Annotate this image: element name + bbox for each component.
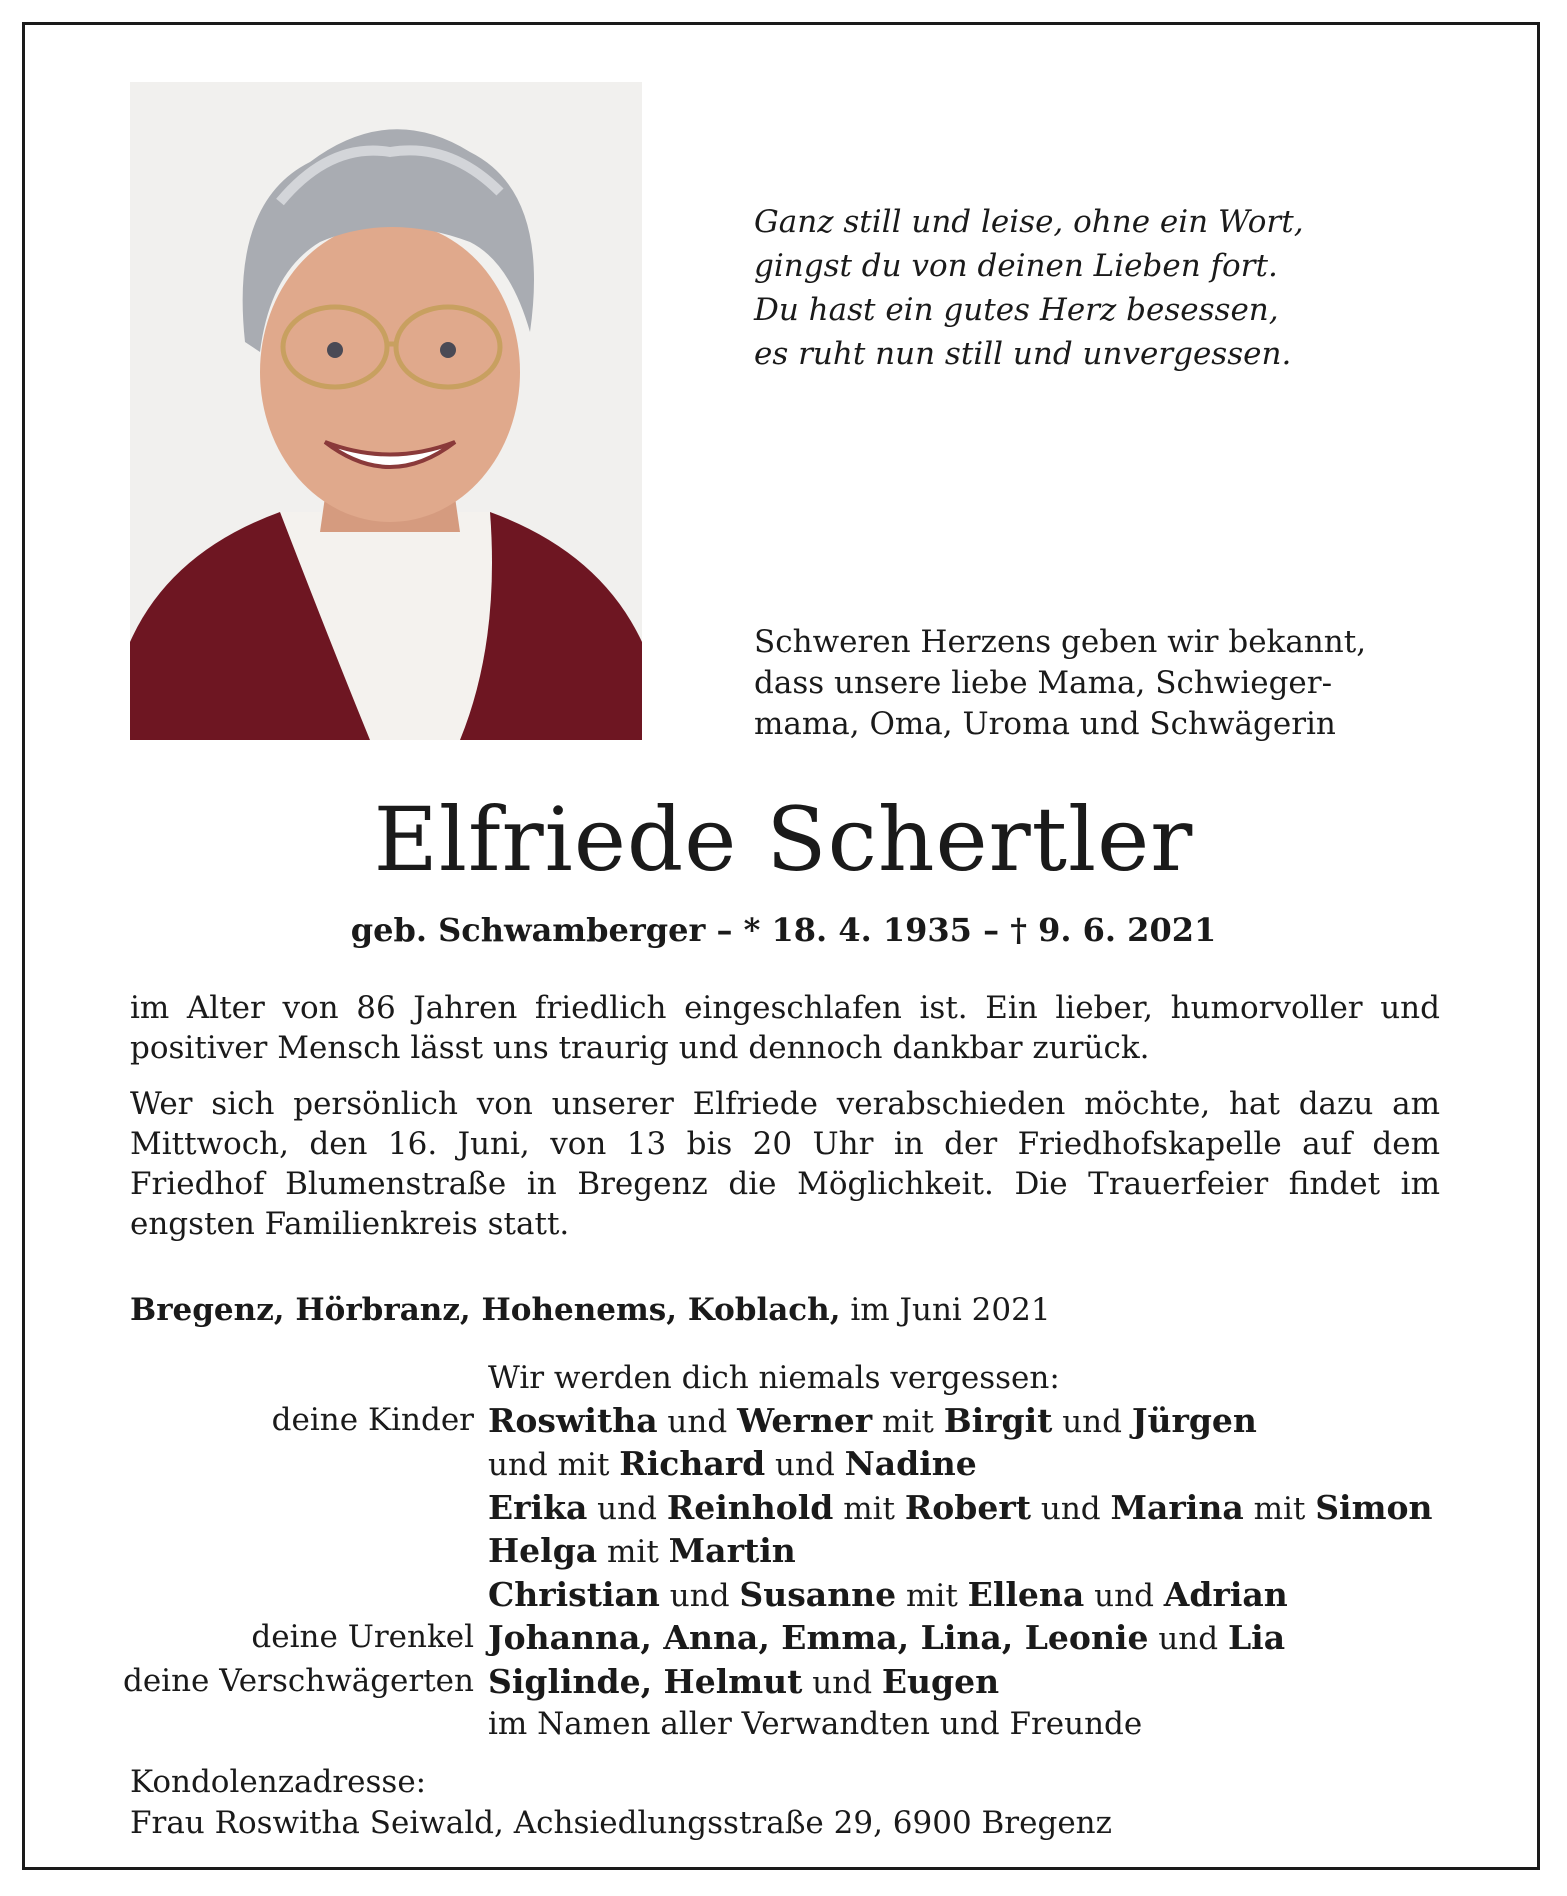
family-name: Nadine <box>844 1444 977 1483</box>
family-row <box>60 1661 1520 1705</box>
family-name: Lia <box>1227 1618 1286 1657</box>
intro-line: dass unsere liebe Mama, Schwieger- <box>754 665 1333 701</box>
family-row <box>60 1530 1520 1574</box>
kinder-line-4: Helga mit Martin <box>488 1531 796 1570</box>
family-name: Richard <box>619 1444 766 1483</box>
birth-death-line: geb. Schwamberger – * 18. 4. 1935 – † 9. 6. 2021 <box>350 911 1217 949</box>
family-list <box>60 1358 1520 1746</box>
kinder-line-2: und mit Richard und Nadine <box>488 1444 977 1483</box>
family-row <box>60 1400 1520 1444</box>
announcement-intro <box>754 622 1436 745</box>
place-date <box>130 1290 1051 1330</box>
family-name: Christian <box>488 1574 660 1614</box>
family-name: Jürgen <box>1131 1400 1257 1440</box>
urenkel-line: Johanna, Anna, Emma, Lina, Leonie und Lia <box>488 1618 1286 1657</box>
family-name: Erika <box>488 1487 588 1527</box>
poem-line: es ruht nun still und unvergessen. <box>754 336 1292 372</box>
paragraph-age: im Alter von 86 Jahren friedlich eingeschlafen ist. Ein lieber, humorvoller und positiver Mensch lässt uns traurig und dennoch dankbar zurück. <box>130 990 1440 1066</box>
family-row <box>60 1704 1520 1746</box>
family-name: Werner <box>737 1400 873 1440</box>
condolence-label: Kondolenzadresse: <box>130 1764 427 1800</box>
family-name: Simon <box>1315 1487 1433 1527</box>
family-name: Martin <box>668 1531 796 1570</box>
urenkel-label: deine Urenkel <box>251 1619 474 1655</box>
family-row <box>60 1358 1520 1400</box>
deceased-name: Elfriede Schertler <box>373 788 1194 891</box>
family-name: Adrian <box>1163 1574 1288 1614</box>
family-name: Susanne <box>739 1574 897 1614</box>
family-name: Roswitha <box>488 1400 658 1440</box>
family-name: Ellena <box>967 1574 1085 1614</box>
paragraph-farewell: Wer sich persönlich von unserer Elfriede verabschieden möchte, hat dazu am Mittwoch, den 16. Juni, von 13 bis 20 Uhr in der Friedhofskapelle auf dem Friedhof Blumenstraße in Bregenz die Möglichkeit. Die Trauerfeier findet im engsten Familienkreis statt. <box>130 1086 1440 1242</box>
family-name: Robert <box>904 1487 1032 1527</box>
family-name: Johanna, Anna, Emma, Lina, Leonie <box>488 1618 1149 1657</box>
place-date-text: im Juni 2021 <box>840 1292 1051 1328</box>
family-name: Helga <box>488 1531 598 1570</box>
family-name: Eugen <box>881 1661 1000 1701</box>
condolence-address-text: Frau Roswitha Seiwald, Achsiedlungsstraße 29, 6900 Bregenz <box>130 1805 1112 1841</box>
family-name: Marina <box>1110 1487 1244 1527</box>
kinder-line-1: Roswitha und Werner mit Birgit und Jürgen <box>488 1400 1257 1440</box>
verschw-label: deine Verschwägerten <box>122 1662 474 1699</box>
family-row <box>60 1487 1520 1531</box>
kinder-line-3: Erika und Reinhold mit Robert und Marina mit Simon <box>488 1487 1433 1527</box>
poem <box>754 200 1304 376</box>
poem-line: gingst du von deinen Lieben fort. <box>754 248 1278 284</box>
family-row <box>60 1617 1520 1661</box>
kinder-line-5: Christian und Susanne mit Ellena und Adrian <box>488 1574 1288 1614</box>
place-towns: Bregenz, Hörbranz, Hohenems, Koblach, <box>130 1292 841 1328</box>
intro-line: mama, Oma, Uroma und Schwägerin <box>754 706 1336 742</box>
verschw-line: Siglinde, Helmut und Eugen <box>488 1661 1000 1701</box>
condolence-address <box>130 1762 1112 1844</box>
family-name: Birgit <box>943 1400 1053 1440</box>
portrait-photo <box>130 82 642 740</box>
family-closing: im Namen aller Verwandten und Freunde <box>488 1706 1143 1742</box>
family-row <box>60 1574 1520 1618</box>
family-name: Siglinde, Helmut <box>488 1661 803 1701</box>
intro-line: Schweren Herzens geben wir bekannt, <box>754 624 1367 660</box>
poem-line: Ganz still und leise, ohne ein Wort, <box>754 204 1304 240</box>
kinder-label: deine Kinder <box>271 1401 474 1438</box>
family-name: Reinhold <box>666 1487 834 1527</box>
family-intro: Wir werden dich niemals vergessen: <box>488 1360 1060 1396</box>
family-row <box>60 1443 1520 1487</box>
poem-line: Du hast ein gutes Herz besessen, <box>754 292 1279 328</box>
